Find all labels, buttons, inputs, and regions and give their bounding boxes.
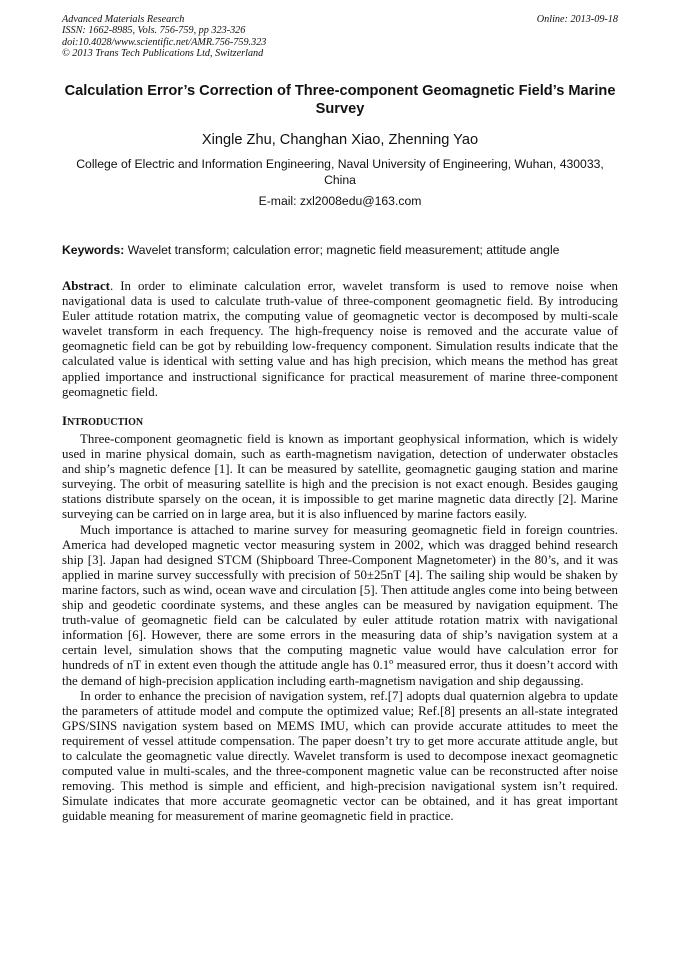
intro-paragraph: Three-component geomagnetic field is known as important geophysical information, which is widely used in marine physical domain, such as earth-magnetism navigation, detection of underwater obstacles and ship’s magnetic defence [1]. It can be measured by satellite, geomagnetic gauging station and marine surveying. The orbit of measuring satellite is high and the precision is not exact enough. Besides gauging stations distribute sparsely on the ocean, it is impossible to get marine magnetic data directly [2]. Marine surveying can be carried on in large area, but it is also influenced by marine factors easily.	[62, 432, 618, 522]
abstract	[62, 279, 618, 400]
doi-line: doi:10.4028/www.scientific.net/AMR.756-759.323	[62, 36, 267, 48]
introduction-body	[62, 432, 618, 824]
paper-title: Calculation Error’s Correction of Three-component Geomagnetic Field’s Marine Survey	[64, 83, 616, 117]
keywords	[62, 243, 622, 258]
affiliation: College of Electric and Information Engineering, Naval University of Engineering, Wuhan, 430033, China	[76, 157, 604, 187]
email: E-mail: zxl2008edu@163.com	[258, 194, 422, 208]
abstract-text: . In order to eliminate calculation error, wavelet transform is used to remove noise when navigational data is used to calculate truth-value of three-component geomagnetic field. By introducing Euler attitude rotation matrix, the computing value of geomagnetic vector is decomposed by multi-scale wavelet transform in each frequency. The high-frequency noise is removed and the accurate value of geomagnetic field can be got by rebuilding low-frequency component. Simulation results indicate that the calculated value is identical with setting value and has high precision, which means the method has great applied importance and instructional significance for practical measurement of marine three-component geomagnetic field.	[62, 279, 618, 399]
heading-rest: NTRODUCTION	[67, 417, 144, 428]
keywords-text: Wavelet transform; calculation error; magnetic field measurement; attitude angle	[127, 243, 560, 257]
journal-name: Advanced Materials Research	[62, 14, 185, 25]
section-heading-introduction	[62, 414, 143, 429]
keywords-label: Keywords:	[62, 243, 125, 257]
online-date: Online: 2013-09-18	[536, 14, 618, 25]
intro-paragraph: Much importance is attached to marine survey for measuring geomagnetic field in foreign countries. America had developed magnetic vector measuring system in 2002, which was dragged behind research ship [3]. Japan had designed STCM (Shipboard Three-Component Magnetometer) in the 80’s, and it was applied in marine survey successfully with precision of 50±25nT [4]. The sailing ship would be shaken by marine factors, such as wind, ocean wave and circulation [5]. Then attitude angles come into being between ship and geodetic coordinate systems, and these angles can be measured by navigation equipment. The truth-value of geomagnetic field can be calculated by euler attitude rotation matrix with navigational information [6]. However, there are some errors in the measuring data of ship’s navigation system at a certain level, simulation shows that the computing magnetic value would have calculation error for hundreds of nT in extent even though the attitude angle has 0.1º measured error, thus it doesn’t accord with the demand of high-precision application including earth-magnetism navigation and ship degaussing.	[62, 522, 618, 688]
copyright-line: © 2013 Trans Tech Publications Ltd, Switzerland	[62, 48, 264, 60]
authors: Xingle Zhu, Changhan Xiao, Zhenning Yao	[201, 132, 479, 148]
intro-paragraph: In order to enhance the precision of navigation system, ref.[7] adopts dual quaternion algebra to update the parameters of attitude model and compute the optimized value; Ref.[8] presents an all-state integrated GPS/SINS navigation system based on MEMS IMU, which can provide accurate attitudes to meet the requirement of vessel attitude compensation. The paper doesn’t try to get more accurate attitude angle, but to calculate the geomagnetic value directly. Wavelet transform is used to decompose inexact geomagnetic computed value in multi-scales, and the three-component magnetic value can be reconstructed after noise removing. This method is simple and efficient, and high-precision navigational system isn’t required. Simulate indicates that more accurate geomagnetic vector can be obtained, and it has great important guidable meaning for measurement of marine geomagnetic field in practice.	[62, 688, 618, 824]
abstract-label: Abstract	[62, 279, 110, 293]
issn-line: ISSN: 1662-8985, Vols. 756-759, pp 323-326	[62, 25, 246, 37]
journal-header	[62, 14, 618, 60]
heading-initial: I	[62, 414, 68, 428]
